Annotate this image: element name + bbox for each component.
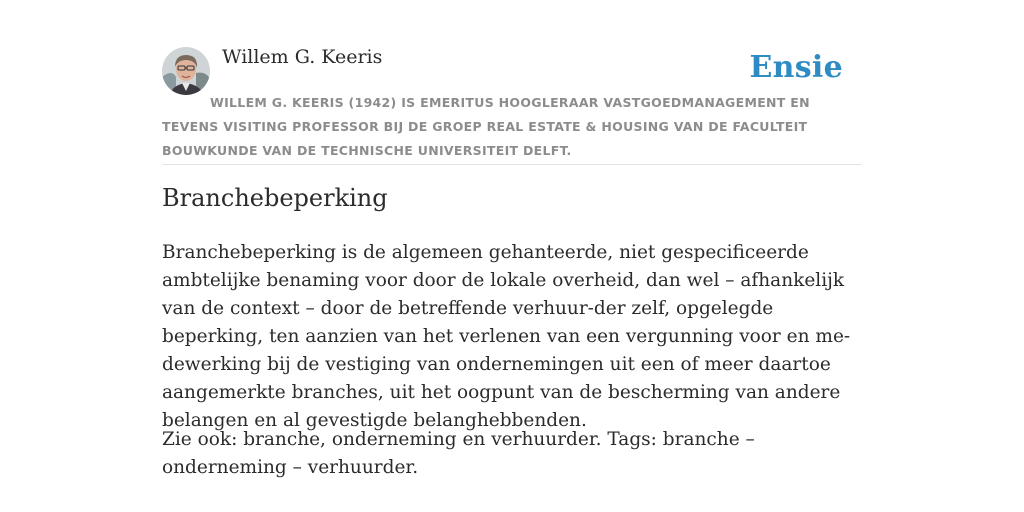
article-card <box>162 44 862 478</box>
author-avatar[interactable] <box>162 47 210 95</box>
article-body: Branchebeperking is de algemeen gehanteerde, niet gespecificeerde ambtelijke benaming voor door de lokale overheid, dan wel – afhankelijk van de context – door de betreffende verhuur-der zelf, opgelegde beperking, ten aanzien van het verlenen van een vergunning voor en me-dewerking bij de vestiging van ondernemingen uit een of meer daartoe aangemerkte branches, uit het oogpunt van de bescherming van andere belangen en al gevestigde belanghebbenden. <box>162 242 851 431</box>
author-photo <box>162 47 210 95</box>
brand-logo[interactable]: Ensie <box>749 50 843 85</box>
author-header <box>162 44 862 165</box>
see-also-tags: Zie ook: branche, onderneming en verhuurder. Tags: branche – onderneming – verhuurder. <box>162 429 755 478</box>
author-name[interactable]: Willem G. Keeris <box>222 46 383 68</box>
article-title: Branchebeperking <box>162 184 388 212</box>
author-bio: WILLEM G. KEERIS (1942) IS EMERITUS HOOGLERAAR VASTGOEDMANAGEMENT EN TEVENS VISITING PROFESSOR BIJ DE GROEP REAL ESTATE & HOUSING VAN DE FACULTEIT BOUWKUNDE VAN DE TECHNISCHE UNIVERSITEIT DELFT. <box>162 95 810 158</box>
